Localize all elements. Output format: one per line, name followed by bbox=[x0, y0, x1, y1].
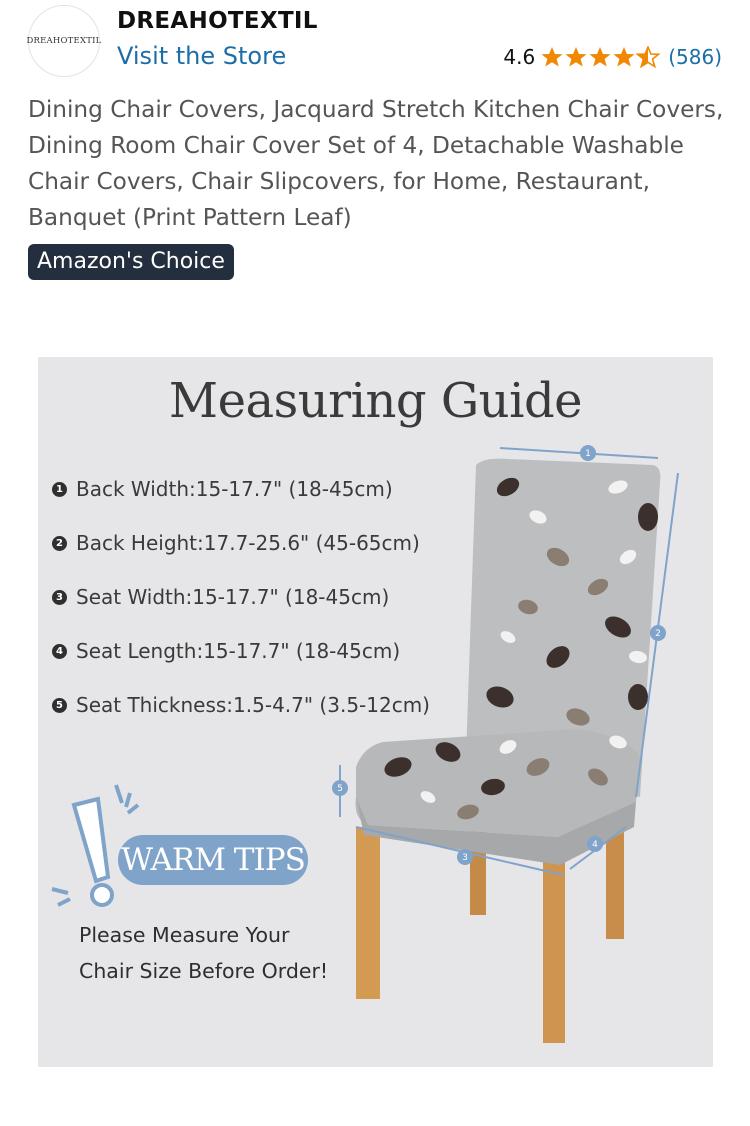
product-title: Dining Chair Covers, Jacquard Stretch Kitchen Chair Covers, Dining Room Chair Cover Set of 4, Detachable Washable Chair Covers, Chair Slipcovers, for Home, Restaurant, Banquet (Print Pattern Leaf) bbox=[28, 96, 724, 231]
rating-stars[interactable] bbox=[540, 46, 660, 68]
rating-count-link[interactable]: (586) bbox=[668, 45, 722, 69]
spec-back-width bbox=[52, 477, 393, 501]
svg-text:3: 3 bbox=[462, 853, 468, 863]
svg-text:4: 4 bbox=[592, 840, 598, 850]
rating-summary[interactable] bbox=[503, 45, 722, 69]
warm-tips-label: WARM TIPS bbox=[118, 835, 308, 885]
store-logo[interactable]: DREAHOTEXTIL bbox=[28, 5, 100, 77]
svg-text:5: 5 bbox=[337, 784, 343, 794]
spec-number: 2 bbox=[52, 536, 67, 551]
spec-text: Seat Thickness:1.5-4.7" (3.5-12cm) bbox=[76, 693, 430, 717]
rating-value: 4.6 bbox=[503, 45, 536, 69]
spec-text: Seat Width:15-17.7" (18-45cm) bbox=[76, 585, 390, 609]
star-icon bbox=[564, 46, 588, 68]
star-icon bbox=[588, 46, 612, 68]
star-icon bbox=[540, 46, 564, 68]
star-icon bbox=[612, 46, 636, 68]
guide-title: Measuring Guide bbox=[168, 373, 583, 429]
spec-number: 3 bbox=[52, 590, 67, 605]
spec-text: Seat Length:15-17.7" (18-45cm) bbox=[76, 639, 401, 663]
svg-text:2: 2 bbox=[655, 629, 661, 639]
visit-store-link[interactable]: Visit the Store bbox=[117, 42, 287, 70]
amazons-choice-badge[interactable]: Amazon's Choice bbox=[28, 244, 234, 280]
spec-number: 1 bbox=[52, 482, 67, 497]
measuring-guide-image[interactable] bbox=[38, 357, 713, 1067]
half-star-icon bbox=[636, 46, 660, 68]
spec-text: Back Width:15-17.7" (18-45cm) bbox=[76, 477, 393, 501]
spec-seat-thickness bbox=[52, 693, 430, 717]
spec-number: 5 bbox=[52, 698, 67, 713]
spec-seat-width bbox=[52, 585, 389, 609]
tips-line: Please Measure Your bbox=[79, 923, 290, 947]
spec-number: 4 bbox=[52, 644, 67, 659]
store-name[interactable]: DREAHOTEXTIL bbox=[117, 8, 318, 34]
svg-text:1: 1 bbox=[585, 449, 591, 459]
spec-text: Back Height:17.7-25.6" (45-65cm) bbox=[76, 531, 420, 555]
tips-line: Chair Size Before Order! bbox=[79, 959, 329, 983]
spec-seat-length bbox=[52, 639, 400, 663]
spec-back-height bbox=[52, 531, 420, 555]
